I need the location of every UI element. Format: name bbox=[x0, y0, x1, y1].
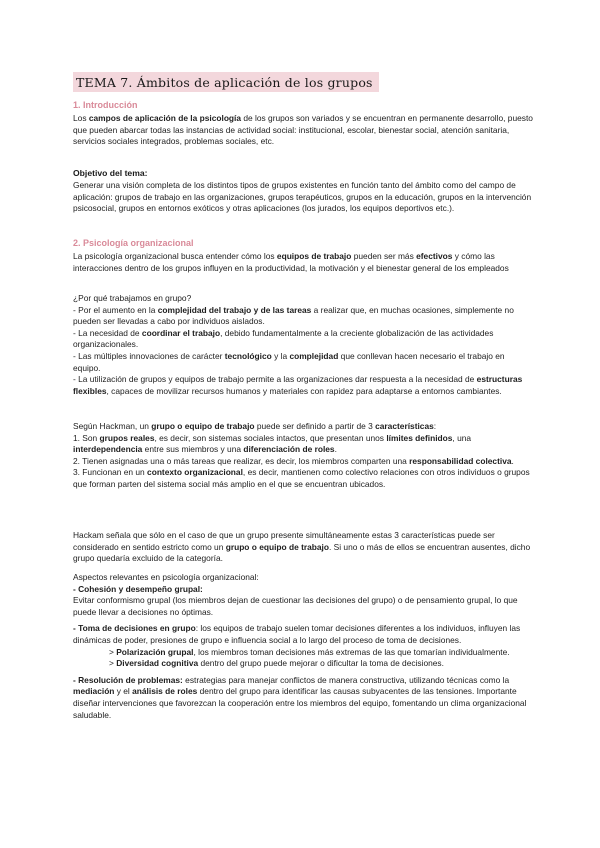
hackman-item: 3. Funcionan en un contexto organizacional, es decir, mantienen como colectivo relaciones con otros individuos o grupos que forman parten del sistema social más amplio en el que se encuentran ubicados. bbox=[73, 467, 530, 489]
org-paragraph: La psicología organizacional busca entender cómo los equipos de trabajo pueden ser más efectivos y cómo las interacciones dentro de los grupos influyen en la productividad, la motivación y el bienestar general de los empleados bbox=[73, 251, 509, 273]
why-item: - La necesidad de coordinar el trabajo, debido fundamentalmente a la creciente globalización de las actividades organizacionales. bbox=[73, 327, 494, 350]
why-item: - Las múltiples innovaciones de carácter tecnológico y la complejidad que conllevan hacen necesario el trabajo en equipo. bbox=[73, 350, 505, 373]
polarization-item: > Polarización grupal, los miembros toman decisiones más extremas de las que tomarían individualmente. bbox=[109, 646, 510, 657]
hackman-block: Según Hackman, un grupo o equipo de trabajo puede ser definido a partir de 3 características: 1. Son grupos reales, es decir, son sistemas sociales intactos, que presentan unos límites definidos, una interdependencia entre sus miembros y una diferenciación de roles. 2. Tienen asignadas una o más tareas que realizar, es decir, los miembros comparten una responsabilidad colectiva. 3. Funcionan en un contexto organizacional, es decir, mantienen como colectivo relaciones con otros individuos o grupos que forman parten del sistema social más amplio en el que se encuentran ubicados. bbox=[73, 421, 533, 491]
why-group-block bbox=[73, 293, 533, 397]
why-question: ¿Por qué trabajamos en grupo? bbox=[73, 293, 192, 303]
hackman-item: 1. Son grupos reales, es decir, son sistemas sociales intactos, que presentan unos límites definidos, una interdependencia entre sus miembros y una diferenciación de roles. bbox=[73, 432, 472, 455]
why-item: - La utilización de grupos y equipos de trabajo permite a las organizaciones dar respuesta a la necesidad de estructuras flexibles, capaces de movilizar recursos humanos y materiales con rapidez para adaptarse a entornos cambiantes. bbox=[73, 374, 523, 396]
decision-heading: - Toma de decisiones en grupo bbox=[73, 623, 196, 634]
hackman-item: 2. Tienen asignadas una o más tareas que realizar, es decir, los miembros comparten una responsabilidad colectiva. bbox=[73, 455, 514, 466]
hackam-paragraph: Hackam señala que sólo en el caso de que un grupo presente simultáneamente estas 3 características puede ser considerado en sentido estricto como un grupo o equipo de trabajo. Si uno o más de ellos se encuentran ausentes, dicho grupo quedaría excluido de la categoría. bbox=[73, 530, 531, 564]
page-title bbox=[73, 72, 379, 92]
title-text: TEMA 7. Ámbitos de aplicación de los grupos bbox=[73, 72, 379, 92]
aspects-heading: Aspectos relevantes en psicología organizacional: bbox=[73, 572, 259, 582]
aspects-block: Aspectos relevantes en psicología organizacional: - Cohesión y desempeño grupal: Evitar conformismo grupal (los miembros dejan de cuestionar las decisiones del grupo) o de pensamiento grupal, lo que puede llevar a decisiones no óptimas. - Toma de decisiones en grupo: los equipos de trabajo suelen tomar decisiones diferentes a los individuos, influyen las dinámicas de poder, presiones de grupo e influencia social a lo largo del proceso de toma de decisiones. > Polarización grupal, los miembros toman decisiones más extremas de las que tomarían individualmente. > Diversidad cognitiva dentro del grupo puede mejorar o dificultar la toma de decisiones. - Resolución de problemas: estrategias para manejar conflictos de manera constructiva, utilizando técnicas como la mediación y el análisis de roles dentro del grupo para identificar las causas subyacentes de las tensiones. Importante diseñar intervenciones que favorezcan la cooperación entre los miembros del equipo, fomentando un clima organizacional saludable. bbox=[73, 572, 533, 721]
intro-paragraph: Los campos de aplicación de la psicología de los grupos son variados y se encuentran en permanente desarrollo, puesto que pueden abarcar todas las instancias de actividad social: institucional, escolar, bienestar social, atención sanitaria, servicios sociales integrados, problemas sociales, etc. bbox=[73, 113, 533, 147]
cohesion-text: Evitar conformismo grupal (los miembros dejan de cuestionar las decisiones del grupo) o de pensamiento grupal, lo que puede llevar a decisiones no óptimas. bbox=[73, 595, 518, 617]
diversity-item: > Diversidad cognitiva dentro del grupo puede mejorar o dificultar la toma de decisiones. bbox=[109, 658, 444, 669]
section-heading-intro: 1. Introducción bbox=[73, 100, 138, 110]
section-heading-org: 2. Psicología organizacional bbox=[73, 238, 194, 248]
objective-heading: Objetivo del tema: bbox=[73, 168, 148, 178]
cohesion-heading: - Cohesión y desempeño grupal: bbox=[73, 583, 203, 594]
objective-paragraph: Generar una visión completa de los distintos tipos de grupos existentes en función tanto del ámbito como del campo de aplicación: grupos de trabajo en las organizaciones, grupos terapéuticos, grupos en la educación, grupos en la intervención psicosocial, grupos en entornos exóticos y otras aplicaciones (los jurados, los equipos deportivos etc.). bbox=[73, 180, 532, 214]
why-item: - Por el aumento en la complejidad del trabajo y de las tareas a realizar que, en muchas ocasiones, simplemente no pueden ser llevadas a cabo por individuos aislados. bbox=[73, 304, 514, 327]
problem-solving-heading: - Resolución de problemas: bbox=[73, 674, 183, 685]
